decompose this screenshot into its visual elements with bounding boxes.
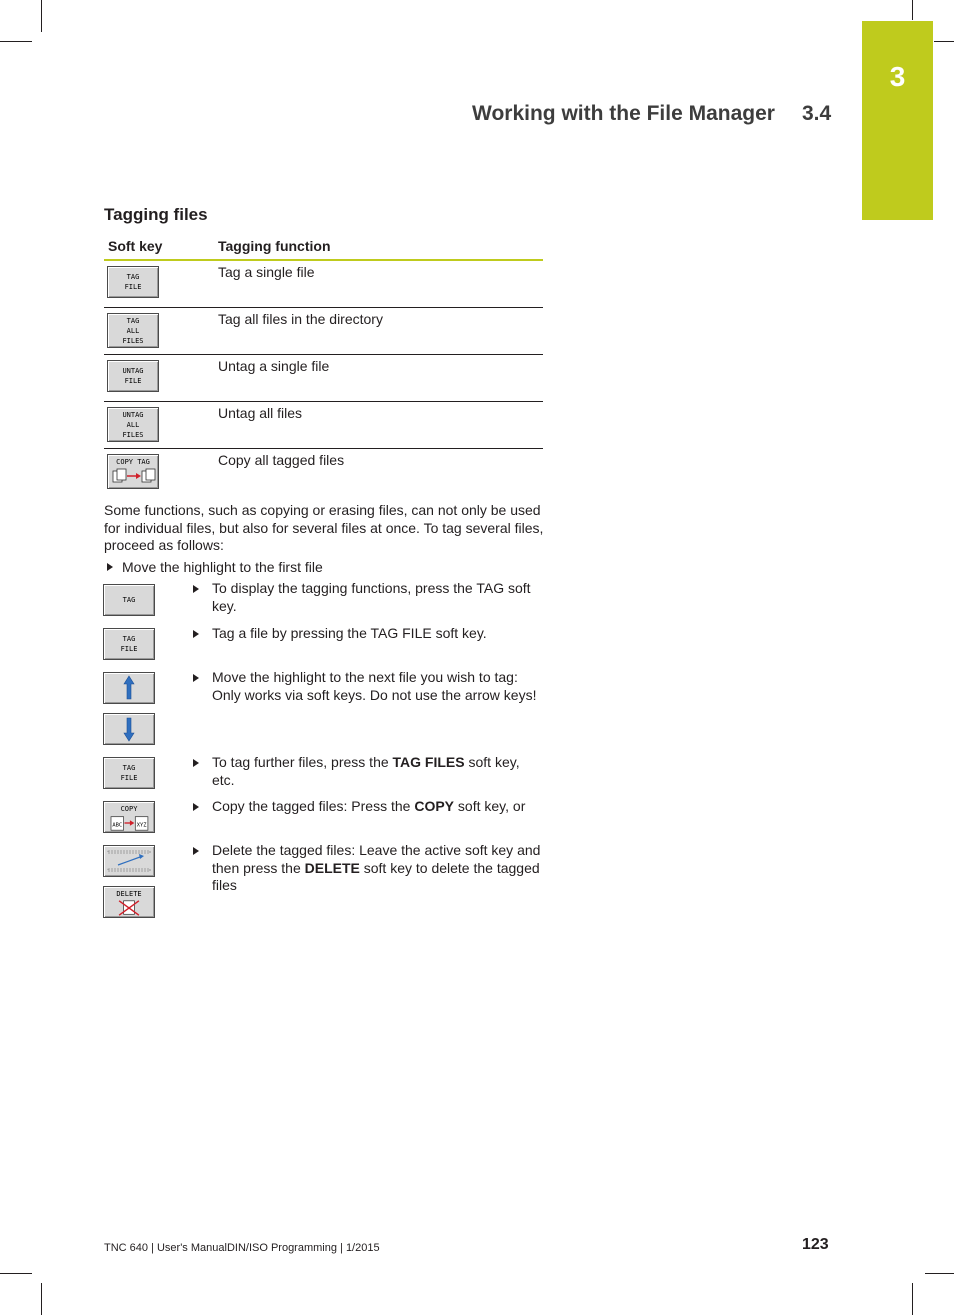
tag-softkey[interactable]: TAG (103, 584, 155, 616)
crop-mark (912, 1283, 913, 1315)
column-header-softkey: Soft key (108, 238, 163, 254)
copy-abc-xyz-icon (105, 814, 153, 832)
bullet-icon (193, 803, 199, 811)
arrow-down-softkey[interactable] (103, 713, 155, 745)
step-text: Move the highlight to the next file you wish to tag: Only works via soft keys. Do not use the arrow keys! (212, 669, 537, 703)
table-row (104, 449, 543, 495)
table-row (104, 261, 543, 308)
bullet-icon (193, 674, 199, 682)
copy-softkey[interactable]: COPY ABC XYZ (103, 801, 155, 833)
column-header-function: Tagging function (218, 238, 331, 254)
softkey-table (104, 234, 543, 495)
copy-tag-softkey[interactable]: COPY TAG (107, 454, 159, 489)
tag-file-softkey[interactable]: TAG FILE (107, 266, 159, 298)
row-description: Untag a single file (218, 358, 330, 374)
row-description: Untag all files (218, 405, 303, 421)
untag-all-files-softkey[interactable]: UNTAG ALL FILES (107, 407, 159, 442)
active-softkey[interactable] (103, 845, 155, 877)
row-description: Tag all files in the directory (218, 311, 383, 327)
table-header (104, 234, 543, 261)
footer-text: TNC 640 | User's ManualDIN/ISO Programming | 1/2015 (104, 1242, 380, 1254)
table-row (104, 402, 543, 449)
step-text: To tag further files, press the TAG FILES soft key, etc. (212, 754, 520, 788)
arrow-up-icon (122, 675, 136, 701)
tag-file-softkey[interactable]: TAG FILE (103, 757, 155, 789)
bullet-icon (107, 563, 113, 571)
tag-file-softkey[interactable]: TAG FILE (103, 628, 155, 660)
intro-paragraph: Some functions, such as copying or erasing files, can not only be used for individual files, but also for several files at once. To tag several files, proceed as follows: (104, 502, 544, 553)
tag-all-files-softkey[interactable]: TAG ALL FILES (107, 313, 159, 348)
select-line-icon (106, 848, 152, 874)
first-bullet: Move the highlight to the first file (107, 559, 323, 577)
page-header-title: Working with the File Manager (472, 102, 775, 125)
table-row (104, 308, 543, 355)
bullet-icon (193, 847, 199, 855)
svg-text:XYZ: XYZ (136, 822, 147, 829)
delete-icon (114, 899, 144, 917)
row-description: Copy all tagged files (218, 452, 345, 468)
arrow-up-softkey[interactable] (103, 672, 155, 704)
delete-softkey[interactable]: DELETE (103, 886, 155, 918)
chapter-tab (862, 21, 933, 220)
row-description: Tag a single file (218, 264, 315, 280)
step-text: Tag a file by pressing the TAG FILE soft key. (212, 625, 487, 641)
chapter-number: 3 (889, 61, 906, 92)
table-row (104, 355, 543, 402)
untag-file-softkey[interactable]: UNTAG FILE (107, 360, 159, 392)
crop-mark (934, 41, 954, 42)
bullet-icon (193, 585, 199, 593)
bullet-icon (193, 630, 199, 638)
copy-files-icon (110, 467, 156, 485)
crop-mark (0, 1273, 32, 1274)
crop-mark (0, 41, 32, 42)
crop-mark (41, 1283, 42, 1315)
step-text: Copy the tagged files: Press the COPY soft key, or (212, 798, 526, 814)
page-number: 123 (802, 1236, 829, 1253)
step-text: To display the tagging functions, press the TAG soft key. (212, 580, 531, 614)
crop-mark (41, 0, 42, 32)
crop-mark (925, 1273, 954, 1274)
svg-text:ABC: ABC (112, 822, 123, 829)
step-text: Delete the tagged files: Leave the active soft key and then press the DELETE soft key to delete the tagged files (212, 842, 541, 893)
section-title: Tagging files (104, 205, 208, 224)
crop-mark (912, 0, 913, 20)
page-header-section: 3.4 (802, 102, 832, 125)
arrow-down-icon (122, 716, 136, 742)
bullet-icon (193, 759, 199, 767)
